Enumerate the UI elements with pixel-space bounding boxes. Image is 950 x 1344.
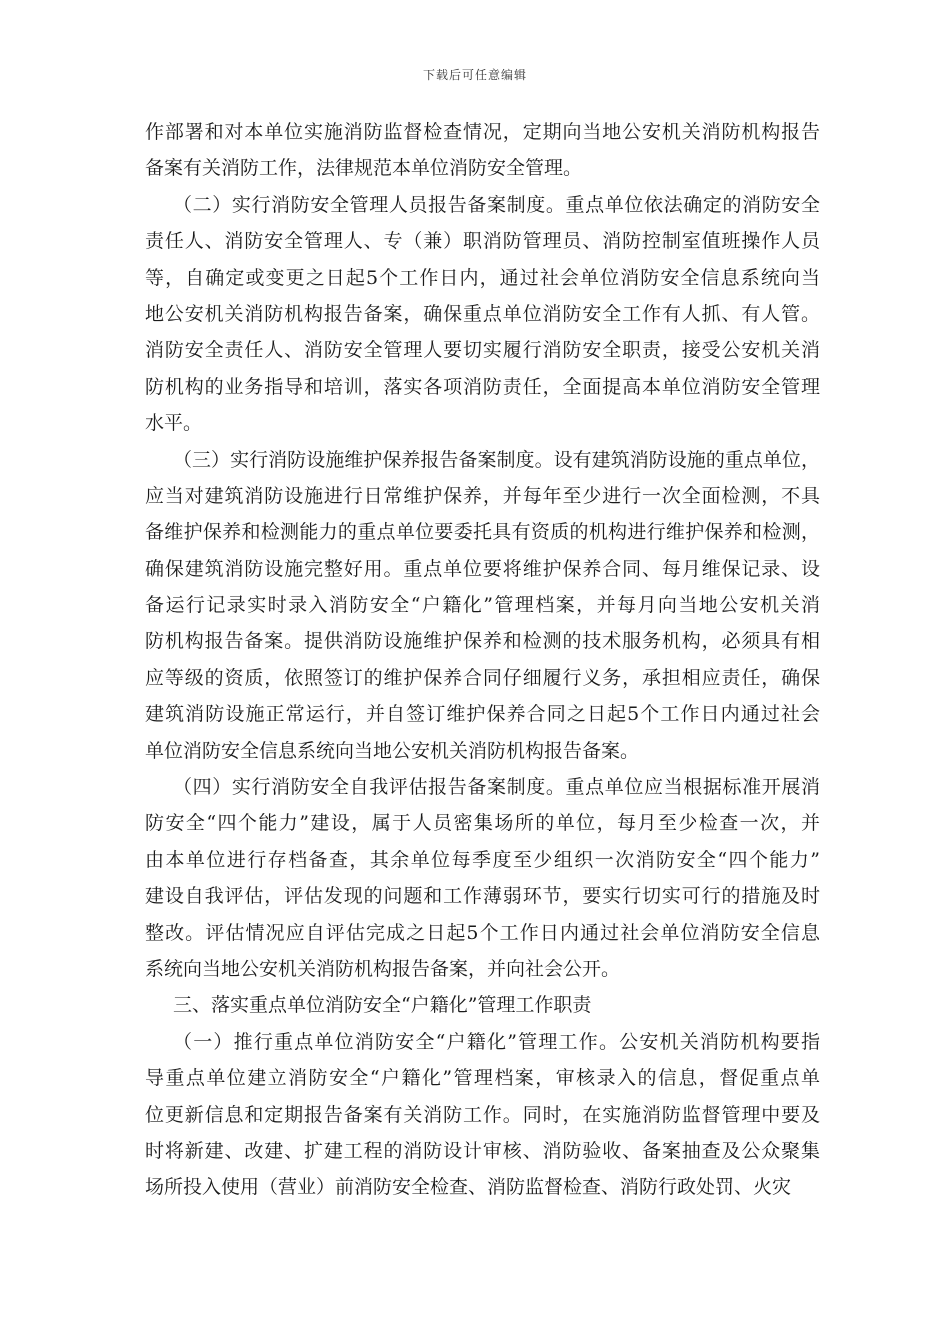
text-line: 建设自我评估，评估发现的问题和工作薄弱环节，要实行切实可行的措施及时 [145,885,821,908]
text-line: （一）推行重点单位消防安全“户籍化”管理工作。公安机关消防机构要指 [173,1030,822,1053]
text-line: （四）实行消防安全自我评估报告备案制度。重点单位应当根据标准开展消 [173,776,821,799]
text-line: 应当对建筑消防设施进行日常维护保养，并每年至少进行一次全面检测，不具 [145,484,821,507]
text-line: 建筑消防设施正常运行，并自签订维护保养合同之日起5个工作日内通过社会 [145,703,822,726]
text-line: 系统向当地公安机关消防机构报告备案，并向社会公开。 [145,957,621,980]
text-line: 三、落实重点单位消防安全“户籍化”管理工作职责 [173,994,592,1017]
text-line: 备案有关消防工作，法律规范本单位消防安全管理。 [145,157,583,180]
text-line: 作部署和对本单位实施消防监督检查情况，定期向当地公安机关消防机构报告 [145,121,821,143]
text-line: 位更新信息和定期报告备案有关消防工作。同时，在实施消防监督管理中要及 [145,1103,821,1126]
text-line: 备运行记录实时录入消防安全“户籍化”管理档案，并每月向当地公安机关消 [145,594,822,617]
document-body [145,114,820,1206]
text-line: 单位消防安全信息系统向当地公安机关消防机构报告备案。 [145,739,640,762]
text-line: （二）实行消防安全管理人员报告备案制度。重点单位依法确定的消防安全 [173,193,821,216]
text-line: （三）实行消防设施维护保养报告备案制度。设有建筑消防设施的重点单位， [173,448,821,471]
text-line: 防机构的业务指导和培训，落实各项消防责任，全面提高本单位消防安全管理 [145,375,821,398]
text-line: 防安全“四个能力”建设，属于人员密集场所的单位，每月至少检查一次，并 [145,812,822,835]
text-line: 时将新建、改建、扩建工程的消防设计审核、消防验收、备案抽查及公众聚集 [145,1139,821,1162]
text-line: 等，自确定或变更之日起5个工作日内，通过社会单位消防安全信息系统向当 [145,266,822,289]
text-line: 地公安机关消防机构报告备案，确保重点单位消防安全工作有人抓、有人管。 [145,302,821,325]
text-line: 应等级的资质，依照签订的维护保养合同仔细履行义务，承担相应责任，确保 [145,666,821,689]
text-line: 责任人、消防安全管理人、专（兼）职消防管理员、消防控制室值班操作人员 [145,230,821,253]
text-line: 消防安全责任人、消防安全管理人要切实履行消防安全职责，接受公安机关消 [145,339,821,362]
text-line: 导重点单位建立消防安全“户籍化”管理档案，审核录入的信息，督促重点单 [145,1067,822,1090]
text-line: 水平。 [145,412,203,435]
text-line: 备维护保养和检测能力的重点单位要委托具有资质的机构进行维护保养和检测， [145,521,821,544]
text-line: 场所投入使用（营业）前消防安全检查、消防监督检查、消防行政处罚、火灾 [145,1176,792,1199]
text-line: 确保建筑消防设施完整好用。重点单位要将维护保养合同、每月维保记录、设 [145,557,821,580]
text-line: 防机构报告备案。提供消防设施维护保养和检测的技术服务机构，必须具有相 [145,630,821,653]
text-line: 由本单位进行存档备查，其余单位每季度至少组织一次消防安全“四个能力” [145,848,822,871]
text-line: 整改。评估情况应自评估完成之日起5个工作日内通过社会单位消防安全信息 [145,921,822,944]
page-header: 下载后可任意编辑 [422,68,527,82]
